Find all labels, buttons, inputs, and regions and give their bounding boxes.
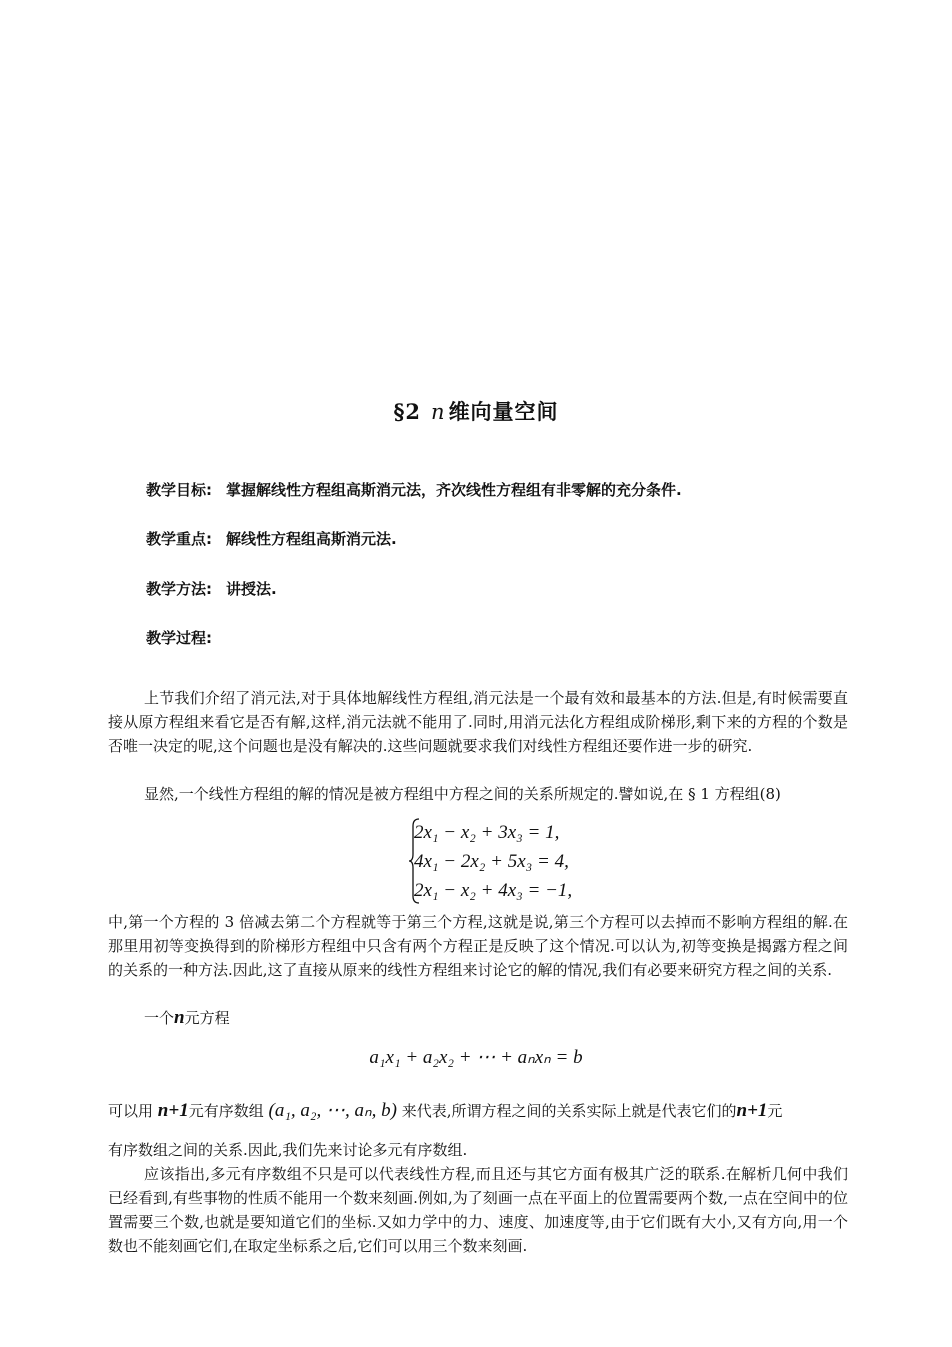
section-number: §2: [393, 399, 422, 424]
p4-prefix: 一个: [144, 1009, 175, 1027]
p4-suffix: 元方程: [184, 1009, 230, 1027]
meta-label: 教学重点:: [146, 530, 212, 548]
paragraph-5: [108, 1099, 852, 1122]
title-n: n: [431, 400, 446, 424]
linear-equation: a₁x₁ + a₂x₂ + ⋯ + aₙxₙ = b: [369, 1047, 583, 1068]
teaching-goal: [146, 479, 682, 500]
teaching-focus: [146, 528, 397, 549]
system-equation-3: 2x₁ − x₂ + 4x₃ = −1,: [414, 880, 573, 901]
paragraph-6: 有序数组之间的关系.因此,我们先来讨论多元有序数组.: [108, 1141, 468, 1159]
teaching-process: [146, 627, 226, 648]
meta-label: 教学方法:: [146, 580, 212, 598]
paragraph-1: 上节我们介绍了消元法,对于具体地解线性方程组,消元法是一个最有效和最基本的方法.但是,有时候需要直接从原方程组来看它是否有解,这样,消元法就不能用了.同时,用消元法化方程组成阶梯形,剩下来的方程的个数是否唯一决定的呢,这个问题也是没有解决的.这些问题就要求我们对线性方程组还要作进一步的研究.: [108, 689, 848, 755]
section-title: [0, 396, 952, 426]
p5-n-plus-1: n+1: [157, 1100, 189, 1121]
paragraph-3: 中,第一个方程的 3 倍减去第二个方程就等于第三个方程,这就是说,第三个方程可以去掉而不影响方程组的解.在那里用初等变换得到的阶梯形方程组中只含有两个方程正是反映了这个情况.可以认为,初等变换是揭露方程之间的关系的一种方法.因此,这了直接从原来的线性方程组来讨论它的解的情况,我们有必要来研究方程之间的关系.: [108, 913, 848, 979]
paragraph-4: [108, 1006, 848, 1030]
meta-value: 掌握解线性方程组高斯消元法，齐次线性方程组有非零解的充分条件.: [226, 481, 682, 499]
equation-system: [414, 818, 572, 905]
p5-a: 可以用: [108, 1102, 154, 1120]
meta-value: 解线性方程组高斯消元法.: [226, 530, 397, 548]
meta-label: 教学目标:: [146, 481, 212, 499]
meta-label: 教学过程:: [146, 629, 212, 647]
system-equation-2: 4x₁ − 2x₂ + 5x₃ = 4,: [414, 851, 569, 872]
p5-d: 元: [767, 1102, 783, 1120]
paragraph-2: 显然,一个线性方程组的解的情况是被方程组中方程之间的关系所规定的.譬如说,在 § 1 方程组(8): [144, 785, 781, 803]
meta-value: 讲授法.: [226, 580, 277, 598]
paragraph-7: 应该指出,多元有序数组不只是可以代表线性方程,而且还与其它方面有极其广泛的联系.在解析几何中我们已经看到,有些事物的性质不能用一个数来刻画.例如,为了刻画一点在平面上的位置需要两个数,一点在空间中的位置需要三个数,也就是要知道它们的坐标.又如力学中的力、速度、加速度等,由于它们既有大小,又有方向,用一个数也不能刻画它们,在取定坐标系之后,它们可以用三个数来刻画.: [108, 1165, 848, 1255]
p5-n-plus-1-second: n+1: [736, 1100, 768, 1121]
p4-n: n: [174, 1007, 185, 1028]
p5-b: 元有序数组: [188, 1102, 264, 1120]
system-equation-1: 2x₁ − x₂ + 3x₃ = 1,: [414, 822, 560, 843]
teaching-method: [146, 578, 277, 599]
title-text: 维向量空间: [448, 399, 559, 424]
p5-tuple: (a₁, a₂, ⋯, aₙ, b): [268, 1100, 397, 1121]
p5-c: 来代表,所谓方程之间的关系实际上就是代表它们的: [401, 1102, 737, 1120]
